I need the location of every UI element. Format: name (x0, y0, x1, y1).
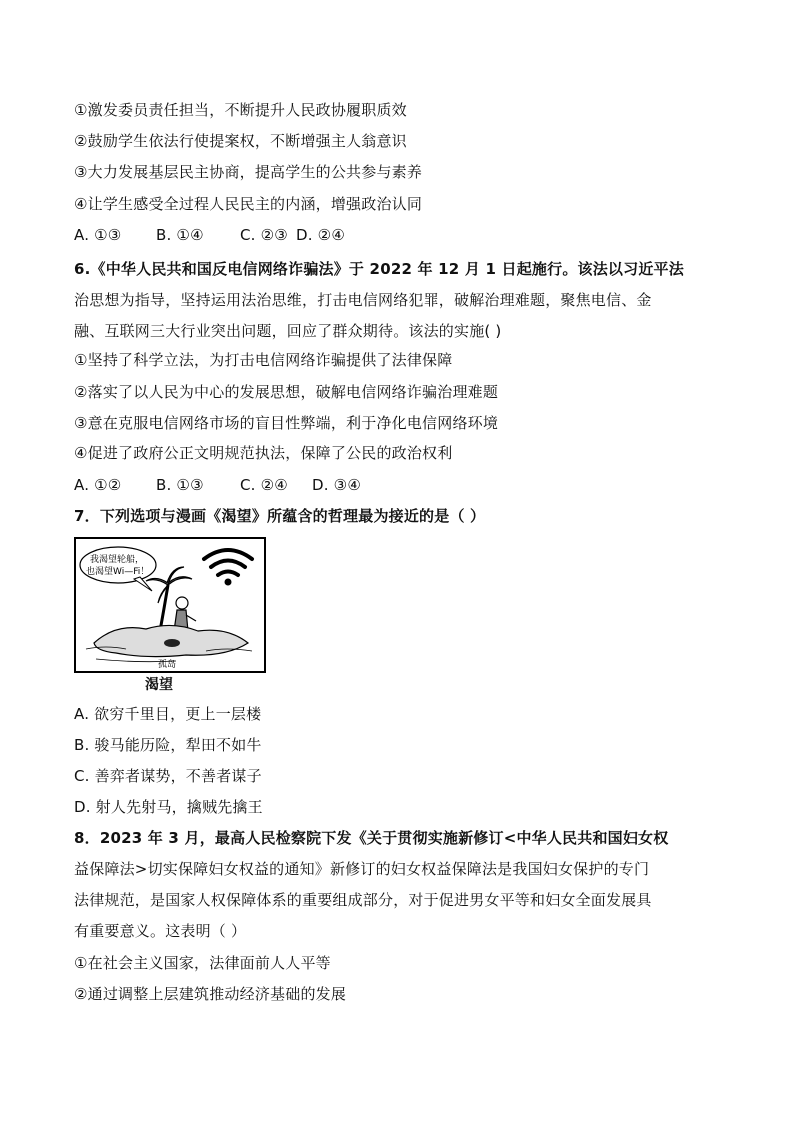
island-label: 孤岛 (158, 660, 177, 670)
well-hole (164, 639, 180, 647)
prev-answer-row (74, 225, 345, 245)
q8-stem-line-1: 8．2023 年 3 月，最高人民检察院下发《关于贯彻实施新修订<中华人民共和国妇女权 (74, 829, 669, 847)
prev-option-2: ②鼓励学生依法行使提案权，不断增强主人翁意识 (74, 132, 407, 150)
q6-answer-a: A. ①② (74, 476, 122, 494)
q6-option-2: ②落实了以人民为中心的发展思想，破解电信网络诈骗治理难题 (74, 383, 499, 401)
q6-stem-line-2: 治思想为指导，坚持运用法治思维，打击电信网络犯罪，破解治理难题，聚焦电信、金 (74, 291, 652, 309)
q7-option-d: D. 射人先射马，擒贼先擒王 (74, 798, 263, 816)
comic-thirst (74, 537, 266, 673)
speech-bubble (80, 547, 156, 583)
prev-answer-b: B. ①④ (156, 226, 204, 244)
bubble-line-2: 也渴望Wi—Fi！ (86, 567, 150, 577)
q8-stem-line-2: 益保障法>切实保障妇女权益的通知》新修订的妇女权益保障法是我国妇女保护的专门 (74, 860, 650, 878)
q6-answer-b: B. ①③ (156, 476, 204, 494)
q6-option-4: ④促进了政府公正文明规范执法，保障了公民的政治权利 (74, 444, 453, 462)
q6-answer-c: C. ②④ (240, 476, 288, 494)
q6-stem-line-1: 6.《中华人民共和国反电信网络诈骗法》于 2022 年 12 月 1 日起施行。该法以习近平法 (74, 260, 684, 278)
q7-option-a: A. 欲穷千里目，更上一层楼 (74, 705, 262, 723)
q8-option-1: ①在社会主义国家，法律面前人人平等 (74, 954, 331, 972)
prev-answer-d: D. ②④ (296, 226, 345, 244)
q8-stem-line-3: 法律规范，是国家人权保障体系的重要组成部分，对于促进男女平等和妇女全面发展具 (74, 891, 652, 909)
q6-option-3: ③意在克服电信网络市场的盲目性弊端，利于净化电信网络环境 (74, 414, 499, 432)
q7-stem: 7．下列选项与漫画《渴望》所蕴含的哲理最为接近的是（ ） (74, 507, 486, 525)
prev-option-4: ④让学生感受全过程人民民主的内涵，增强政治认同 (74, 195, 423, 213)
q6-answer-row (74, 475, 361, 495)
q8-option-2: ②通过调整上层建筑推动经济基础的发展 (74, 985, 347, 1003)
q8-stem-line-4: 有重要意义。这表明（ ） (74, 922, 247, 940)
prev-answer-c: C. ②③ (240, 226, 288, 244)
wifi-icon (204, 550, 252, 586)
q6-answer-d: D. ③④ (312, 476, 361, 494)
comic-caption: 渴望 (145, 677, 173, 693)
comic-illustration (76, 539, 264, 671)
prev-option-3: ③大力发展基层民主协商，提高学生的公共参与素养 (74, 163, 423, 181)
q6-option-1: ①坚持了科学立法，为打击电信网络诈骗提供了法律保障 (74, 351, 453, 369)
prev-option-1: ①激发委员责任担当，不断提升人民政协履职质效 (74, 101, 407, 119)
q7-option-b: B. 骏马能历险，犁田不如牛 (74, 736, 262, 754)
q6-stem-line-3: 融、互联网三大行业突出问题，回应了群众期待。该法的实施( ) (74, 322, 502, 340)
q7-option-c: C. 善弈者谋势，不善者谋子 (74, 767, 262, 785)
bubble-line-1: 我渴望轮船， (90, 555, 145, 565)
prev-answer-a: A. ①③ (74, 226, 122, 244)
